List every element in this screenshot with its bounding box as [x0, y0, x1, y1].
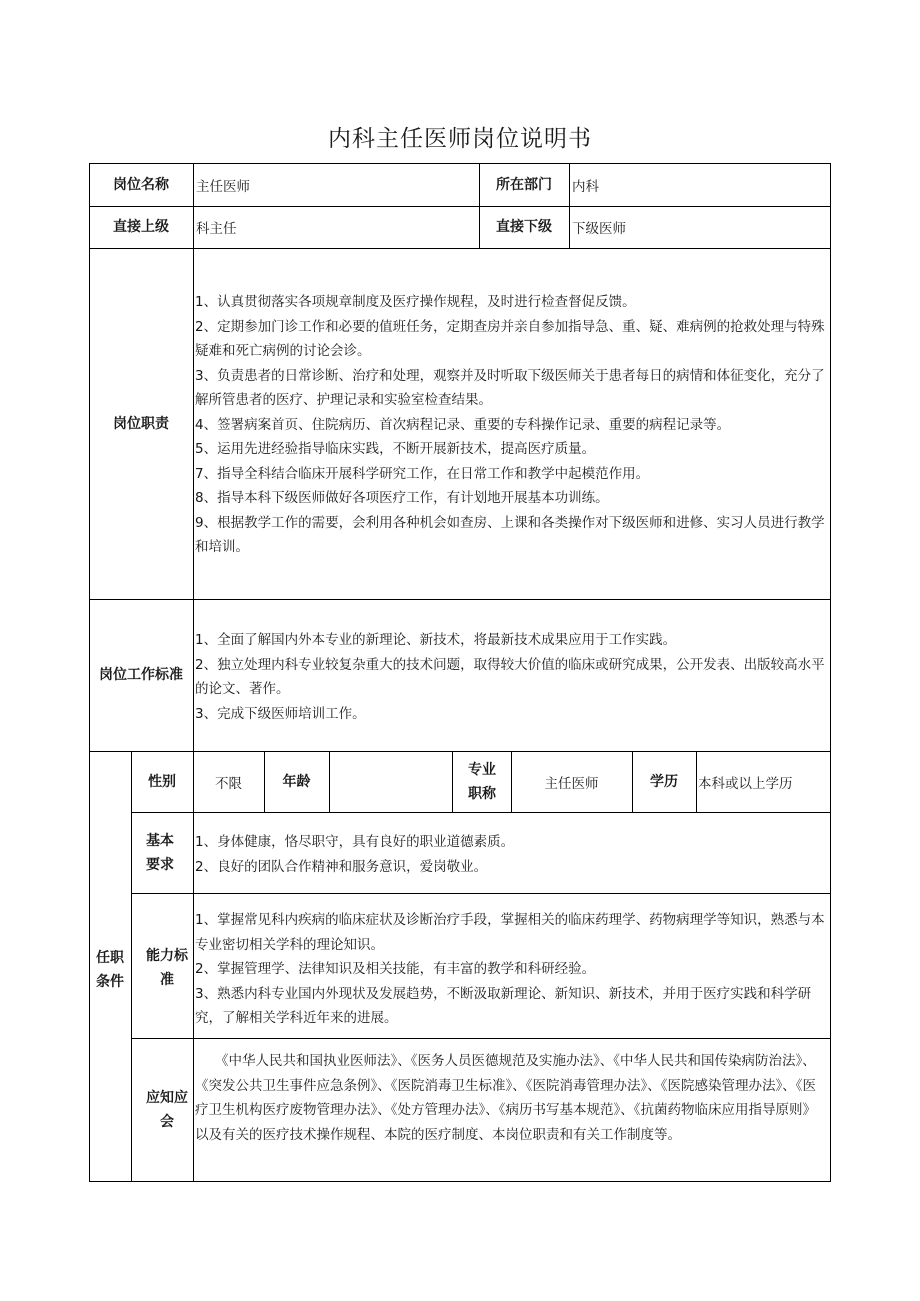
- standard-item: 2、独立处理内科专业较复杂重大的技术问题，取得较大价值的临床或研究成果，公开发表、出版较高水平的论文、著作。: [195, 656, 825, 697]
- title-value: 主任医师: [544, 775, 599, 792]
- ability-label: 能力标准: [146, 948, 188, 988]
- row-divider: [89, 248, 831, 249]
- col-divider: [696, 751, 697, 812]
- superior-label: 直接上级: [113, 219, 169, 235]
- page-title: 内科主任医师岗位说明书: [328, 126, 592, 152]
- duty-item: 5、运用先进经验指导临床实践，不断开展新技术，提高医疗质量。: [195, 441, 596, 457]
- subordinate-label: 直接下级: [496, 219, 552, 235]
- duty-item: 4、签署病案首页、住院病历、首次病程记录、重要的专科操作记录、重要的病程记录等。: [195, 416, 731, 433]
- row-divider: [131, 812, 831, 813]
- duty-item: 2、定期参加门诊工作和必要的值班任务，定期查房并亲自参加指导急、重、疑、难病例的抢救处理与特殊疑难和死亡病例的讨论会诊。: [195, 318, 825, 359]
- standards-label: 岗位工作标准: [99, 667, 183, 683]
- basic-requirements-label: 基本要求: [146, 833, 174, 873]
- row-divider: [131, 1038, 831, 1039]
- duty-item: 1、认真贯彻落实各项规章制度及医疗操作规程，及时进行检查督促反馈。: [195, 294, 636, 310]
- duty-item: 3、负责患者的日常诊断、治疗和处理，观察并及时听取下级医师关于患者每日的病情和体征变化，充分了解所管患者的医疗、护理记录和实验室检查结果。: [195, 367, 825, 408]
- col-divider: [131, 751, 132, 1182]
- position-name-label: 岗位名称: [113, 176, 169, 193]
- ability-item: 1、掌握常见科内疾病的临床症状及诊断治疗手段，掌握相关的临床药理学、药物病理学等知识，熟悉与本专业密切相关学科的理论知识。: [195, 912, 825, 953]
- department-value: 内科: [572, 178, 599, 195]
- duty-item: 8、指导本科下级医师做好各项医疗工作，有计划地开展基本功训练。: [195, 490, 609, 506]
- basic-item: 1、身体健康，恪尽职守，具有良好的职业道德素质。: [195, 834, 515, 850]
- qualifications-label: 任职条件: [96, 950, 124, 990]
- col-divider: [569, 163, 570, 248]
- gender-value: 不限: [215, 775, 242, 792]
- duty-item: 7、指导全科结合临床开展科学研究工作，在日常工作和教学中起模范作用。: [195, 465, 650, 482]
- basic-item: 2、良好的团队合作精神和服务意识，爱岗敬业。: [195, 858, 488, 875]
- position-name-value: 主任医师: [196, 178, 250, 195]
- ability-list: [195, 908, 825, 1031]
- age-value: [329, 751, 452, 812]
- superior-value: 科主任: [196, 221, 237, 237]
- standard-item: 3、完成下级医师培训工作。: [195, 705, 366, 722]
- col-divider: [193, 163, 194, 599]
- basic-requirements-list: [195, 830, 825, 879]
- education-value: 本科或以上学历: [698, 775, 793, 792]
- row-divider: [89, 599, 831, 600]
- education-label: 学历: [650, 773, 678, 790]
- standards-list: [195, 628, 825, 726]
- standard-item: 1、全面了解国内外本专业的新理论、新技术，将最新技术成果应用于工作实践。: [195, 632, 677, 648]
- ability-item: 2、掌握管理学、法律知识及相关技能，有丰富的教学和科研经验。: [195, 961, 596, 977]
- row-divider: [131, 893, 831, 894]
- gender-label: 性别: [148, 773, 176, 790]
- duties-list: [195, 290, 825, 560]
- subordinate-value: 下级医师: [572, 221, 626, 237]
- duties-label: 岗位职责: [113, 415, 169, 432]
- col-divider: [452, 751, 453, 812]
- department-label: 所在部门: [496, 176, 552, 193]
- col-divider: [193, 751, 194, 1182]
- knowledge-text: 《中华人民共和国执业医师法》、《医务人员医德规范及实施办法》、《中华人民共和国传染病防治法》、《突发公共卫生事件应急条例》、《医院消毒卫生标准》、《医院消毒管理办法》、《医院感染管理办法》、《医疗卫生机构医疗废物管理办法》、《处方管理办法》、《病历书写基本规范》、《抗菌药物临床应用指导原则》以及有关的医疗技术操作规程、本院的医疗制度、本岗位职责和有关工作制度等。: [195, 1053, 816, 1143]
- title-label: 专业职称: [468, 761, 496, 802]
- age-label: 年龄: [282, 773, 311, 790]
- knowledge-label: 应知应会: [146, 1090, 188, 1130]
- duty-item: 9、根据教学工作的需要，会利用各种机会如查房、上课和各类操作对下级医师和进修、实习人员进行教学和培训。: [195, 514, 825, 555]
- col-divider: [193, 599, 194, 751]
- ability-item: 3、熟悉内科专业国内外现状及发展趋势，不断汲取新理论、新知识、新技术，并用于医疗实践和科学研究，了解相关学科近年来的进展。: [195, 985, 812, 1026]
